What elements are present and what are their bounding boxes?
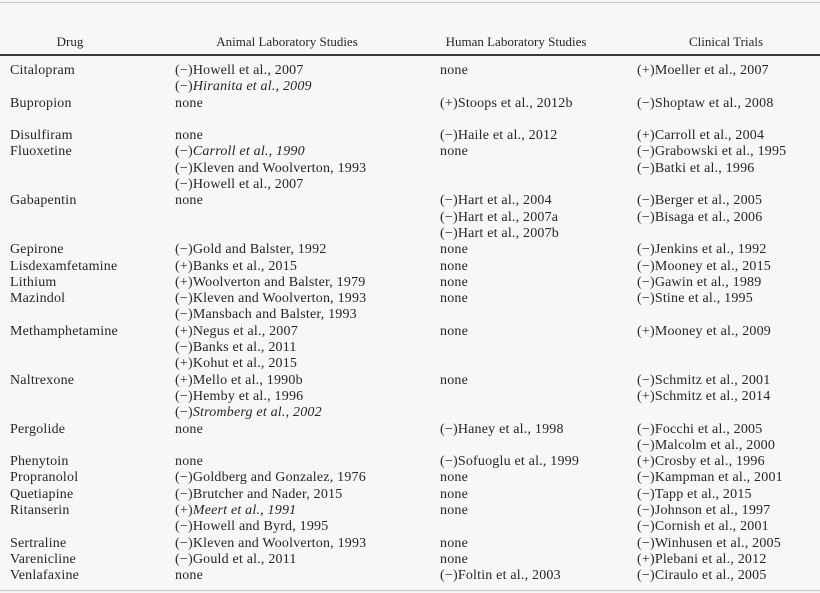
- human-studies-cell: [440, 503, 637, 519]
- clinical-studies-cell: [637, 128, 820, 144]
- drug-name: Quetiapine: [10, 486, 74, 502]
- citation: [175, 552, 440, 568]
- citation: [637, 568, 820, 584]
- outcome-sign: (−): [637, 470, 655, 486]
- citation: [440, 226, 637, 242]
- citation: [440, 128, 637, 144]
- citation-text: Sofuoglu et al., 1999: [457, 454, 580, 470]
- outcome-sign: (−): [175, 551, 193, 567]
- outcome-sign: (−): [637, 160, 655, 176]
- citation-text: Kleven and Woolverton, 1993: [192, 535, 367, 551]
- table-row: [0, 552, 820, 568]
- citation: [440, 422, 637, 438]
- outcome-sign: (−): [637, 209, 655, 225]
- clinical-studies-cell: [637, 487, 820, 503]
- human-studies-cell: [440, 291, 637, 307]
- outcome-sign: (−): [637, 421, 655, 437]
- drug-name: Lithium: [10, 274, 57, 290]
- outcome-sign: (+): [637, 63, 655, 78]
- animal-studies-cell: [175, 144, 440, 193]
- citation-text: Haile et al., 2012: [457, 128, 558, 144]
- citation: [440, 568, 637, 584]
- citation-text: Focchi et al., 2005: [654, 421, 763, 437]
- clinical-studies-cell: [637, 470, 820, 486]
- drug-name: Methamphetamine: [10, 323, 118, 339]
- outcome-sign: (−): [637, 258, 655, 274]
- clinical-studies-cell: [637, 291, 820, 307]
- citation: [637, 454, 820, 470]
- none-label: none: [440, 291, 469, 307]
- none-label: none: [440, 323, 469, 339]
- citation: [637, 242, 820, 258]
- citation-text: Schmitz et al., 2001: [654, 372, 771, 388]
- citation-text: Kleven and Woolverton, 1993: [192, 291, 367, 307]
- human-studies-cell: [440, 470, 637, 486]
- outcome-sign: (−): [637, 193, 655, 209]
- citation-text: Howell et al., 2007: [192, 177, 304, 193]
- animal-studies-cell: [175, 470, 440, 486]
- drug-name: Gabapentin: [10, 193, 77, 209]
- citation-text: Shoptaw et al., 2008: [654, 95, 774, 111]
- clinical-studies-cell: [637, 422, 820, 455]
- outcome-sign: (−): [175, 470, 193, 486]
- citation: [637, 291, 820, 307]
- outcome-sign: (−): [175, 63, 193, 78]
- citation-text: Stromberg et al., 2002: [192, 405, 322, 421]
- human-studies-cell: [440, 275, 637, 291]
- table-row: [0, 193, 820, 242]
- outcome-sign: (−): [175, 291, 193, 307]
- citation: [440, 210, 637, 226]
- citation-text: Haney et al., 1998: [457, 421, 564, 437]
- drug-name: Venlafaxine: [10, 568, 80, 584]
- animal-studies-cell: [175, 568, 440, 584]
- citation-text: Batki et al., 1996: [654, 160, 755, 176]
- animal-studies-cell: [175, 536, 440, 552]
- table-bottom-rule: [0, 590, 820, 591]
- outcome-sign: (−): [637, 437, 655, 453]
- outcome-sign: (−): [637, 291, 655, 307]
- citation: [440, 96, 637, 112]
- citation-text: Howell et al., 2007: [192, 63, 304, 78]
- citation: [175, 340, 440, 356]
- outcome-sign: (+): [637, 323, 655, 339]
- table-row: [0, 454, 820, 470]
- citation: [175, 470, 440, 486]
- citation: [175, 405, 440, 421]
- animal-studies-cell: [175, 552, 440, 568]
- outcome-sign: (−): [637, 242, 655, 258]
- none-label: none: [440, 242, 469, 258]
- drug-name: Varenicline: [10, 551, 76, 567]
- citation: [637, 503, 820, 519]
- citation: [637, 193, 820, 209]
- citation-text: Hart et al., 2007a: [457, 209, 559, 225]
- citation-text: Malcolm et al., 2000: [654, 437, 776, 453]
- citation: [637, 96, 820, 112]
- none-label: none: [440, 274, 469, 290]
- citation-text: Crosby et al., 1996: [654, 454, 765, 470]
- animal-studies-cell: [175, 259, 440, 275]
- citation: [175, 291, 440, 307]
- drug-name: Naltrexone: [10, 372, 75, 388]
- table-row: [0, 470, 820, 486]
- outcome-sign: (−): [637, 486, 655, 502]
- citation-text: Hart et al., 2004: [457, 193, 552, 209]
- human-studies-cell: [440, 552, 637, 568]
- citation-text: Grabowski et al., 1995: [654, 144, 787, 160]
- human-studies-cell: [440, 96, 637, 112]
- table-row: [0, 259, 820, 275]
- outcome-sign: (−): [175, 535, 193, 551]
- citation: [175, 242, 440, 258]
- human-studies-cell: [440, 128, 637, 144]
- citation: [175, 79, 440, 95]
- human-studies-cell: [440, 144, 637, 160]
- outcome-sign: (−): [637, 274, 655, 290]
- outcome-sign: (−): [175, 519, 193, 535]
- citation: [175, 161, 440, 177]
- animal-studies-cell: [175, 63, 440, 96]
- drug-name: Lisdexamfetamine: [10, 258, 118, 274]
- citation-text: Gawin et al., 1989: [654, 274, 762, 290]
- citation-text: Stoops et al., 2012b: [457, 95, 573, 111]
- table-row: [0, 63, 820, 96]
- outcome-sign: (−): [637, 519, 655, 535]
- clinical-studies-cell: [637, 454, 820, 470]
- citation: [175, 307, 440, 323]
- animal-studies-cell: [175, 373, 440, 422]
- citation: [637, 519, 820, 535]
- citation-text: Schmitz et al., 2014: [654, 388, 771, 404]
- human-studies-cell: [440, 487, 637, 503]
- table-row: [0, 422, 820, 455]
- citation: [175, 503, 440, 519]
- outcome-sign: (−): [637, 568, 655, 584]
- citation: [175, 177, 440, 193]
- none-label: none: [440, 470, 469, 486]
- human-studies-cell: [440, 373, 637, 389]
- column-header-drug: Drug: [56, 34, 84, 49]
- animal-studies-cell: [175, 503, 440, 536]
- citation-text: Meert et al., 1991: [192, 503, 297, 519]
- citation: [637, 552, 820, 568]
- clinical-studies-cell: [637, 536, 820, 552]
- outcome-sign: (−): [175, 177, 193, 193]
- animal-studies-cell: [175, 96, 440, 112]
- citation: [637, 422, 820, 438]
- citation: [175, 63, 440, 79]
- citation-text: Plebani et al., 2012: [654, 551, 767, 567]
- drug-name: Sertraline: [10, 535, 67, 551]
- clinical-studies-cell: [637, 259, 820, 275]
- outcome-sign: (+): [175, 258, 193, 274]
- animal-studies-cell: [175, 422, 440, 438]
- clinical-studies-cell: [637, 568, 820, 584]
- human-studies-cell: [440, 242, 637, 258]
- clinical-studies-cell: [637, 552, 820, 568]
- outcome-sign: (+): [637, 128, 655, 144]
- citation: [637, 373, 820, 389]
- citation-text: Woolverton and Balster, 1979: [192, 274, 366, 290]
- human-studies-cell: [440, 536, 637, 552]
- table-row: [0, 128, 820, 144]
- drug-name: Bupropion: [10, 95, 72, 111]
- drug-name: Pergolide: [10, 421, 66, 437]
- human-studies-cell: [440, 193, 637, 242]
- table-row: [0, 568, 820, 584]
- citation: [637, 389, 820, 405]
- citation: [440, 193, 637, 209]
- human-studies-cell: [440, 422, 637, 438]
- citation-text: Winhusen et al., 2005: [654, 535, 781, 551]
- outcome-sign: (−): [175, 340, 193, 356]
- none-label: none: [440, 503, 469, 519]
- citation-text: Hiranita et al., 2009: [192, 79, 312, 95]
- none-label: none: [175, 95, 204, 111]
- column-header-animal-laboratory-studies: Animal Laboratory Studies: [216, 34, 358, 49]
- citation: [175, 324, 440, 340]
- citation: [175, 373, 440, 389]
- drug-name: Citalopram: [10, 63, 75, 78]
- drug-name: Fluoxetine: [10, 144, 72, 160]
- table-row: [0, 487, 820, 503]
- clinical-studies-cell: [637, 242, 820, 258]
- citation-text: Banks et al., 2015: [192, 258, 298, 274]
- outcome-sign: (−): [637, 503, 655, 519]
- table-row: [0, 324, 820, 373]
- animal-studies-cell: [175, 487, 440, 503]
- outcome-sign: (−): [637, 372, 655, 388]
- table-row: [0, 242, 820, 258]
- outcome-sign: (−): [175, 307, 193, 323]
- human-studies-cell: [440, 259, 637, 275]
- citation-text: Brutcher and Nader, 2015: [192, 486, 343, 502]
- table-row: [0, 96, 820, 112]
- citation: [175, 275, 440, 291]
- citation: [637, 161, 820, 177]
- citation-text: Carroll et al., 2004: [654, 128, 765, 144]
- citation: [175, 356, 440, 372]
- citation: [637, 275, 820, 291]
- citation-text: Cornish et al., 2001: [654, 519, 769, 535]
- human-studies-cell: [440, 63, 637, 79]
- outcome-sign: (−): [175, 486, 193, 502]
- outcome-sign: (−): [637, 95, 655, 111]
- drug-name: Ritanserin: [10, 503, 70, 519]
- citation-text: Negus et al., 2007: [192, 323, 298, 339]
- outcome-sign: (+): [175, 274, 193, 290]
- none-label: none: [440, 63, 469, 78]
- clinical-studies-cell: [637, 193, 820, 226]
- citation: [637, 63, 820, 79]
- citation-text: Gould et al., 2011: [192, 551, 297, 567]
- citation-text: Johnson et al., 1997: [654, 503, 771, 519]
- citation: [637, 259, 820, 275]
- citation-text: Stine et al., 1995: [654, 291, 753, 307]
- column-header-human-laboratory-studies: Human Laboratory Studies: [445, 34, 587, 49]
- citation: [637, 470, 820, 486]
- outcome-sign: (−): [637, 144, 655, 160]
- animal-studies-cell: [175, 275, 440, 291]
- citation-text: Hemby et al., 1996: [192, 388, 304, 404]
- citation-text: Carroll et al., 1990: [192, 144, 305, 160]
- table-top-rule: [0, 2, 820, 3]
- outcome-sign: (−): [175, 79, 193, 95]
- outcome-sign: (+): [175, 356, 193, 372]
- outcome-sign: (−): [175, 242, 193, 258]
- outcome-sign: (−): [175, 388, 193, 404]
- outcome-sign: (−): [175, 144, 193, 160]
- citation-text: Gold and Balster, 1992: [192, 242, 327, 258]
- citation: [637, 487, 820, 503]
- human-studies-cell: [440, 568, 637, 584]
- clinical-studies-cell: [637, 144, 820, 177]
- citation: [175, 389, 440, 405]
- citation-text: Mello et al., 1990b: [192, 372, 303, 388]
- citation-text: Kampman et al., 2001: [654, 470, 783, 486]
- outcome-sign: (+): [637, 551, 655, 567]
- outcome-sign: (+): [440, 95, 458, 111]
- citation: [637, 536, 820, 552]
- citation-text: Jenkins et al., 1992: [654, 242, 767, 258]
- outcome-sign: (−): [440, 225, 458, 241]
- citation: [175, 519, 440, 535]
- none-label: none: [175, 421, 204, 437]
- animal-studies-cell: [175, 291, 440, 324]
- drug-name: Gepirone: [10, 242, 64, 258]
- table-row: [0, 503, 820, 536]
- citation-text: Ciraulo et al., 2005: [654, 568, 767, 584]
- clinical-studies-cell: [637, 96, 820, 112]
- outcome-sign: (+): [637, 454, 655, 470]
- citation-text: Banks et al., 2011: [192, 340, 297, 356]
- animal-studies-cell: [175, 128, 440, 144]
- citation: [175, 259, 440, 275]
- column-header-clinical-trials: Clinical Trials: [688, 34, 764, 49]
- human-studies-cell: [440, 324, 637, 340]
- citation-text: Kleven and Woolverton, 1993: [192, 160, 367, 176]
- none-label: none: [440, 372, 469, 388]
- none-label: none: [175, 128, 204, 144]
- citation-text: Kohut et al., 2015: [192, 356, 298, 372]
- animal-studies-cell: [175, 454, 440, 470]
- table-row: [0, 536, 820, 552]
- citation-text: Mooney et al., 2015: [654, 258, 771, 274]
- citation: [175, 487, 440, 503]
- citation: [637, 144, 820, 160]
- citation-text: Tapp et al., 2015: [654, 486, 752, 502]
- citation-text: Moeller et al., 2007: [654, 63, 769, 78]
- none-label: none: [440, 486, 469, 502]
- citation: [440, 454, 637, 470]
- outcome-sign: (−): [440, 568, 458, 584]
- drug-name: Mazindol: [10, 291, 66, 307]
- table-row: [0, 373, 820, 422]
- citation: [637, 128, 820, 144]
- citation-text: Bisaga et al., 2006: [654, 209, 763, 225]
- outcome-sign: (−): [440, 193, 458, 209]
- outcome-sign: (+): [175, 503, 193, 519]
- citation: [637, 438, 820, 454]
- clinical-studies-cell: [637, 63, 820, 79]
- animal-studies-cell: [175, 324, 440, 373]
- clinical-studies-cell: [637, 373, 820, 406]
- outcome-sign: (−): [440, 421, 458, 437]
- clinical-studies-cell: [637, 503, 820, 536]
- citation: [175, 536, 440, 552]
- clinical-studies-cell: [637, 275, 820, 291]
- none-label: none: [440, 258, 469, 274]
- none-label: none: [440, 551, 469, 567]
- none-label: none: [175, 568, 204, 584]
- outcome-sign: (−): [440, 454, 458, 470]
- citation-text: Howell and Byrd, 1995: [192, 519, 329, 535]
- outcome-sign: (−): [637, 535, 655, 551]
- outcome-sign: (+): [175, 323, 193, 339]
- citation-text: Goldberg and Gonzalez, 1976: [192, 470, 366, 486]
- drug-name: Phenytoin: [10, 454, 69, 470]
- animal-studies-cell: [175, 193, 440, 209]
- outcome-sign: (−): [175, 405, 193, 421]
- citation-text: Foltin et al., 2003: [457, 568, 561, 584]
- none-label: none: [440, 144, 469, 160]
- outcome-sign: (−): [440, 128, 458, 144]
- outcome-sign: (−): [175, 160, 193, 176]
- outcome-sign: (−): [440, 209, 458, 225]
- citation-text: Mooney et al., 2009: [654, 323, 771, 339]
- table-row: [0, 275, 820, 291]
- citation-text: Berger et al., 2005: [654, 193, 763, 209]
- animal-studies-cell: [175, 242, 440, 258]
- outcome-sign: (+): [637, 388, 655, 404]
- citation: [637, 324, 820, 340]
- outcome-sign: (+): [175, 372, 193, 388]
- table-row: [0, 291, 820, 324]
- citation-text: Hart et al., 2007b: [457, 225, 560, 241]
- drug-name: Disulfiram: [10, 128, 73, 144]
- human-studies-cell: [440, 454, 637, 470]
- none-label: none: [440, 535, 469, 551]
- citation-text: Mansbach and Balster, 1993: [192, 307, 357, 323]
- none-label: none: [175, 454, 204, 470]
- citation: [175, 144, 440, 160]
- drug-name: Propranolol: [10, 470, 79, 486]
- none-label: none: [175, 193, 204, 209]
- table-header-row: [0, 0, 820, 56]
- table-row: [0, 144, 820, 193]
- table-body: [0, 56, 820, 585]
- citation: [637, 210, 820, 226]
- clinical-studies-cell: [637, 324, 820, 340]
